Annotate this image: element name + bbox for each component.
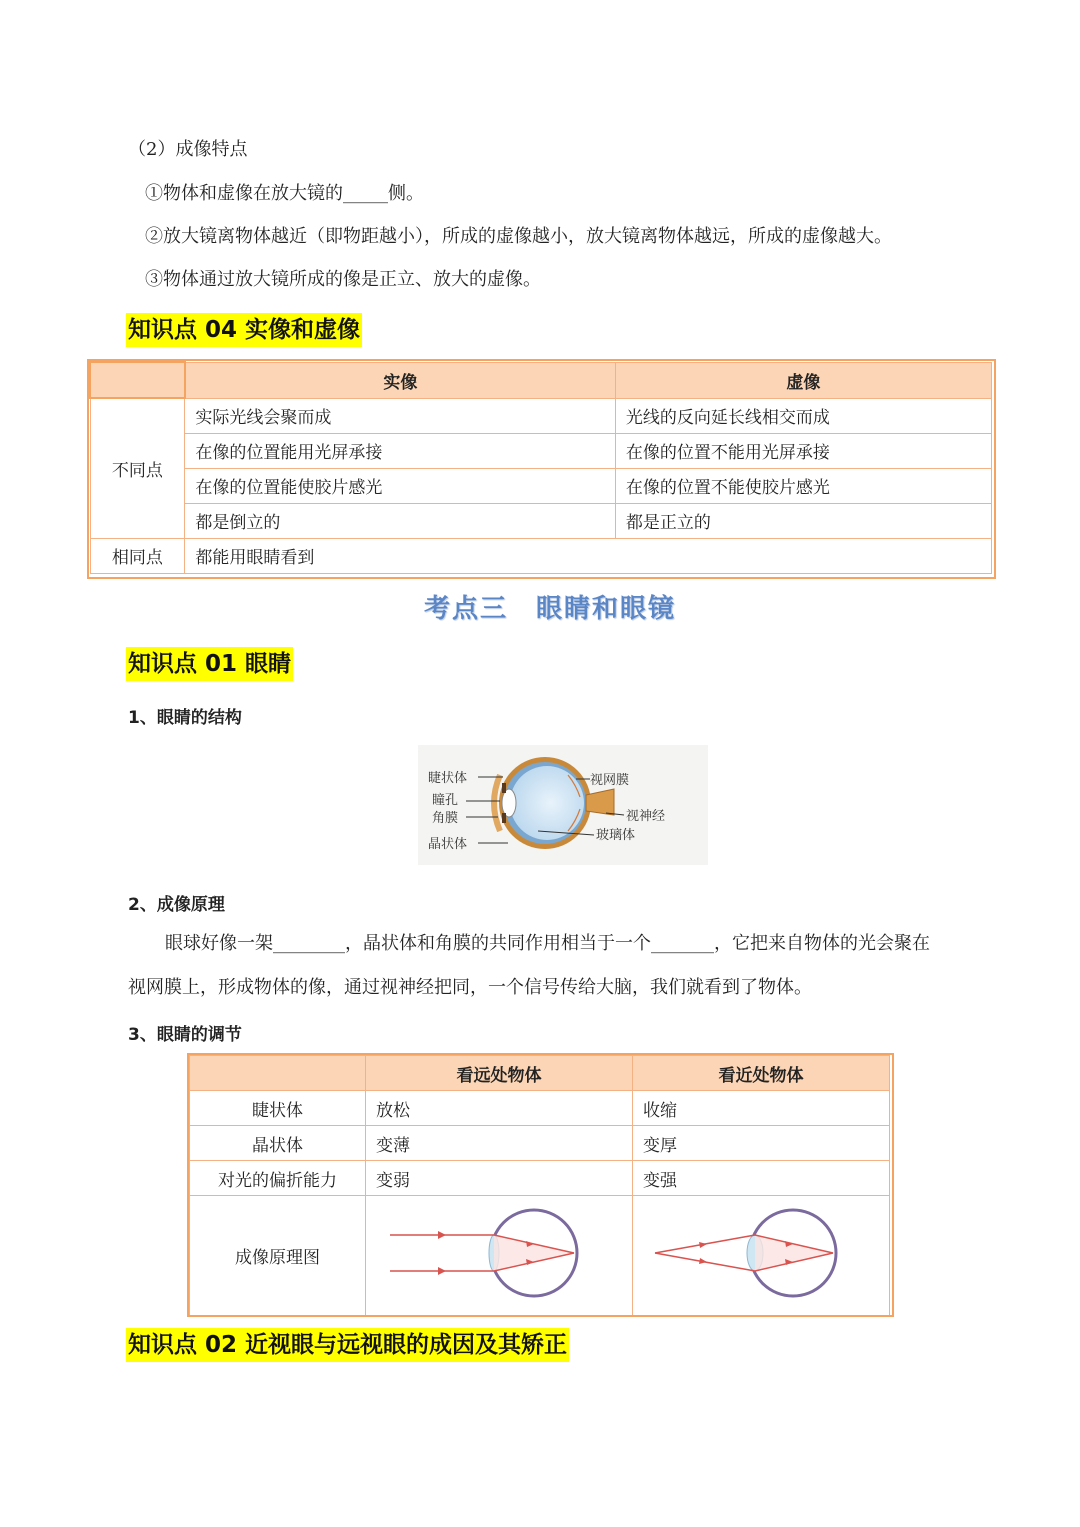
header-real: 实像 [185,362,616,398]
virtual-cell: 在像的位置不能使胶片感光 [615,468,991,503]
adjust-near: 收缩 [633,1091,890,1126]
adjust-label: 睫状体 [190,1091,366,1126]
table-row [90,538,992,573]
principle-line-2: 视网膜上，形成物体的像，通过视神经把同，一个信号传给大脑，我们就看到了物体。 [128,977,812,998]
vitreous-shape [510,766,584,840]
adjust-header-far: 看远处物体 [366,1056,633,1091]
near-diagram-cell [633,1196,890,1316]
label-lens: 晶状体 [428,837,468,852]
imaging-heading: （2）成像特点 [128,139,248,160]
adjust-far: 放松 [366,1091,633,1126]
table-row [90,433,992,468]
label-retina: 视网膜 [590,773,630,788]
table-row [90,468,992,503]
table-row [190,1091,890,1126]
table-header-row [90,362,992,398]
label-cornea: 角膜 [432,811,459,826]
label-optic-nerve: 视神经 [626,809,666,824]
kp04-title: 知识点 04 实像和虚像 [126,313,362,347]
adjust-header-empty [190,1056,366,1091]
real-cell: 在像的位置能使胶片感光 [185,468,616,503]
kp01-title: 知识点 01 眼睛 [126,647,293,681]
header-virtual: 虚像 [615,362,991,398]
label-vitreous: 玻璃体 [596,828,636,843]
table-row [90,398,992,433]
lens-shape [502,789,516,817]
imaging-point-2: ②放大镜离物体越近（即物距越小），所成的虚像越小，放大镜离物体越远，所成的虚像越大。 [145,226,892,247]
imaging-point-1: ①物体和虚像在放大镜的_____侧。 [145,183,424,204]
adjust-header-near: 看近处物体 [633,1056,890,1091]
same-cell: 都能用眼睛看到 [185,538,992,573]
imaging-point-3: ③物体通过放大镜所成的像是正立、放大的虚像。 [145,269,541,290]
eye-structure-heading: 1、眼睛的结构 [128,708,242,728]
real-virtual-table [89,361,992,574]
same-label: 相同点 [90,538,185,573]
virtual-cell: 光线的反向延长线相交而成 [615,398,991,433]
far-vision-diagram [366,1196,632,1310]
real-cell: 都是倒立的 [185,503,616,538]
iris-upper [502,783,506,793]
diagram-label: 成像原理图 [190,1196,366,1316]
adjust-far: 变弱 [366,1161,633,1196]
real-cell: 在像的位置能用光屏承接 [185,433,616,468]
label-ciliary: 睫状体 [428,771,468,786]
virtual-cell: 都是正立的 [615,503,991,538]
eye-adjust-table [189,1055,890,1316]
adjust-label: 对光的偏折能力 [190,1161,366,1196]
diff-label: 不同点 [90,398,185,538]
real-cell: 实际光线会聚而成 [185,398,616,433]
kp02-title: 知识点 02 近视眼与远视眼的成因及其矫正 [126,1328,569,1362]
iris-lower [502,813,506,823]
table-row [190,1126,890,1161]
virtual-cell: 在像的位置不能用光屏承接 [615,433,991,468]
adjust-near: 变强 [633,1161,890,1196]
far-diagram-cell [366,1196,633,1316]
table-row [90,503,992,538]
adjust-far: 变薄 [366,1126,633,1161]
table-row [190,1161,890,1196]
principle-line-1: 眼球好像一架________，晶状体和角膜的共同作用相当于一个_______，它把来自物体的光会聚在 [165,933,930,954]
adjust-label: 晶状体 [190,1126,366,1161]
principle-heading: 2、成像原理 [128,895,225,915]
section3-title: 考点三 眼睛和眼镜 [424,594,677,624]
near-vision-diagram [633,1196,889,1310]
adjust-heading: 3、眼睛的调节 [128,1025,242,1045]
table-row [190,1196,890,1316]
header-empty-cell [90,362,185,398]
adjust-header-row [190,1056,890,1091]
eye-structure-diagram [418,745,708,865]
adjust-near: 变厚 [633,1126,890,1161]
label-pupil: 瞳孔 [432,793,459,808]
